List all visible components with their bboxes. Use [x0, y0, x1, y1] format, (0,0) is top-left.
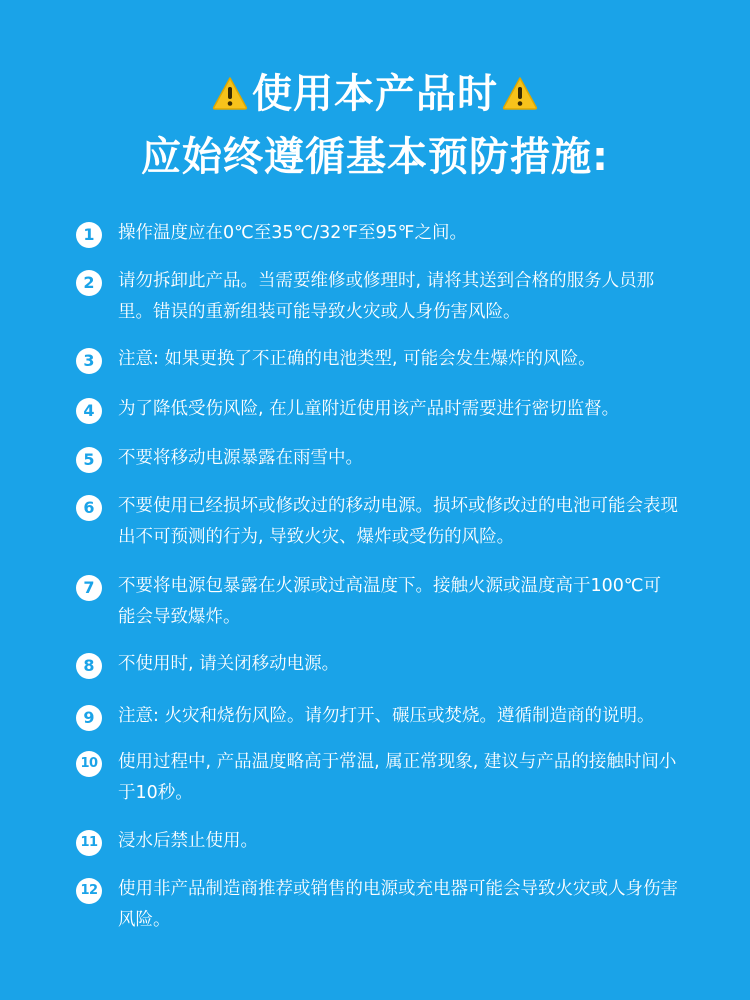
- item-number-badge: 12: [76, 878, 102, 904]
- item-number-badge: 6: [76, 495, 102, 521]
- page-title-line-1: [0, 71, 750, 117]
- title-line-1-text: 使用本产品时: [252, 71, 498, 117]
- item-number-badge: 3: [76, 348, 102, 374]
- item-number-badge: 11: [76, 830, 102, 856]
- item-text: 不要使用已经损坏或修改过的移动电源。损坏或修改过的电池可能会表现出不可预测的行为, 导致火灾、爆炸或受伤的风险。: [118, 496, 678, 547]
- item-number-badge: 9: [76, 705, 102, 731]
- item-text: 不要将电源包暴露在火源或过高温度下。接触火源或温度高于100℃可能会导致爆炸。: [118, 576, 662, 627]
- item-text: 为了降低受伤风险, 在儿童附近使用该产品时需要进行密切监督。: [118, 399, 620, 419]
- item-number-badge: 1: [76, 222, 102, 248]
- item-text: 不使用时, 请关闭移动电源。: [118, 654, 340, 674]
- item-text: 请勿拆卸此产品。当需要维修或修理时, 请将其送到合格的服务人员那里。错误的重新组装可能导致火灾或人身伤害风险。: [118, 271, 655, 322]
- item-number-badge: 7: [76, 575, 102, 601]
- item-text: 使用非产品制造商推荐或销售的电源或充电器可能会导致火灾或人身伤害风险。: [118, 879, 678, 930]
- item-number-badge: 10: [76, 751, 102, 777]
- item-number-badge: 8: [76, 653, 102, 679]
- item-text: 注意: 火灾和烧伤风险。请勿打开、碾压或焚烧。遵循制造商的说明。: [118, 706, 655, 726]
- item-text: 不要将移动电源暴露在雨雪中。: [118, 448, 363, 468]
- item-number-badge: 5: [76, 447, 102, 473]
- warning-icon: [502, 76, 538, 110]
- page-title-line-2: 应始终遵循基本预防措施:: [141, 134, 609, 180]
- warning-icon: [212, 76, 248, 110]
- item-text: 注意: 如果更换了不正确的电池类型, 可能会发生爆炸的风险。: [118, 349, 596, 369]
- item-number-badge: 2: [76, 270, 102, 296]
- item-text: 浸水后禁止使用。: [118, 831, 258, 851]
- item-text: 使用过程中, 产品温度略高于常温, 属正常现象, 建议与产品的接触时间小于10秒。: [118, 752, 677, 803]
- item-text: 操作温度应在0℃至35℃/32℉至95℉之间。: [118, 223, 467, 243]
- item-number-badge: 4: [76, 398, 102, 424]
